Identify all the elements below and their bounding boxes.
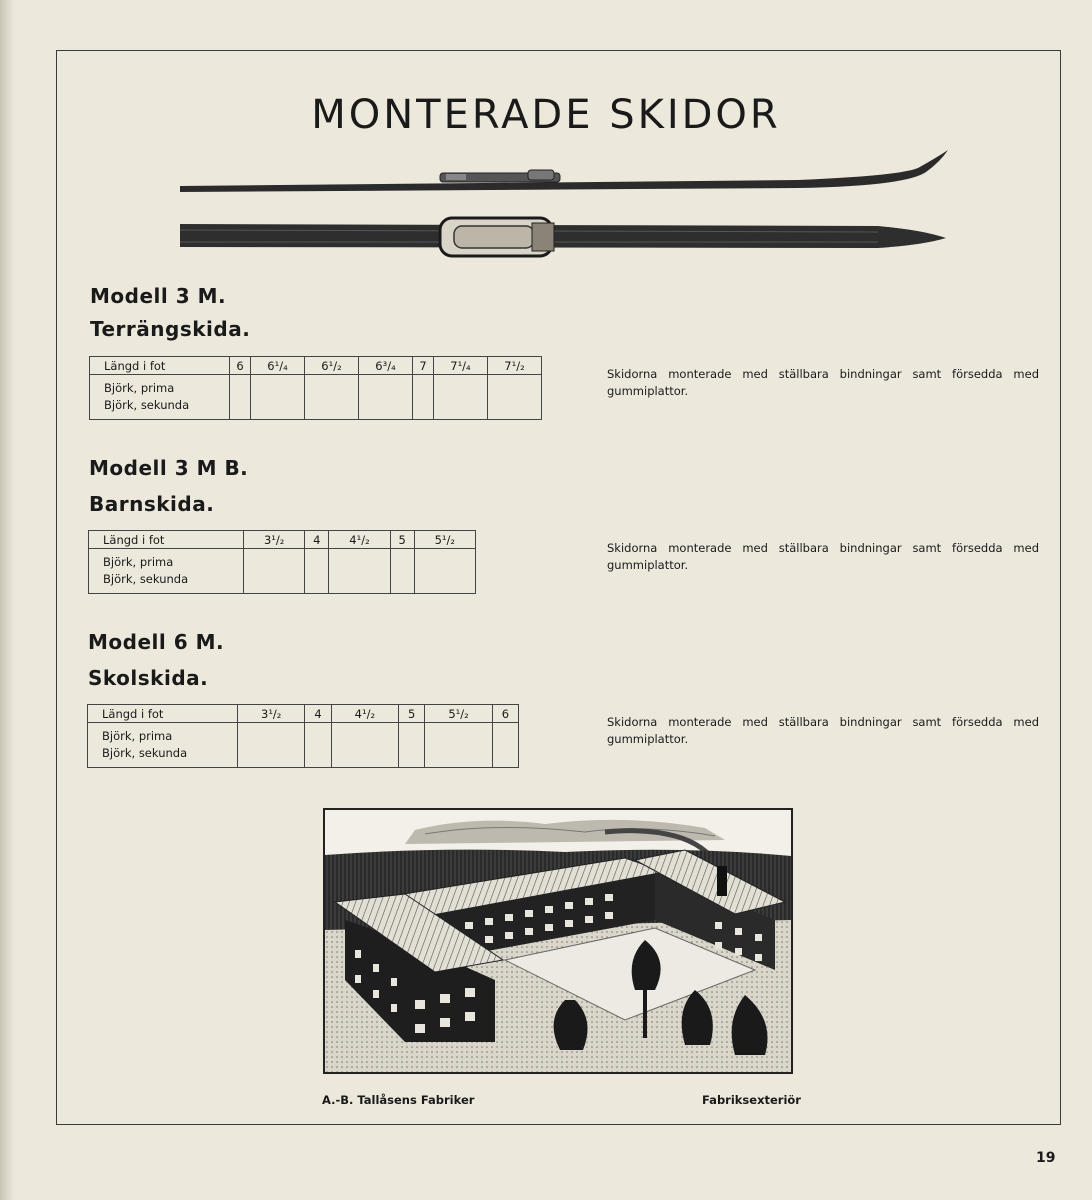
wood-cell — [89, 549, 244, 594]
table-row — [88, 723, 519, 768]
model-2-description: Skidorna monterade med ställbara bindningar samt försedda med gummiplattor. — [607, 541, 1039, 572]
length-cell: 7¹/₂ — [487, 357, 541, 375]
model-2-type: Barnskida. — [89, 492, 215, 516]
model-1-title: Modell 3 M. — [90, 284, 227, 308]
wood-prima: Björk, prima — [103, 555, 174, 569]
model-1-type: Terrängskida. — [90, 317, 251, 341]
page-edge — [0, 0, 14, 1200]
ski-side-view — [180, 150, 948, 192]
table-header-row — [90, 357, 542, 375]
length-header: Längd i fot — [89, 531, 244, 549]
length-cell: 4 — [305, 705, 331, 723]
length-cell: 4¹/₂ — [331, 705, 398, 723]
wood-cell — [88, 723, 238, 768]
model-2-table — [88, 530, 476, 594]
model-2-title: Modell 3 M B. — [89, 456, 249, 480]
wood-sekunda: Björk, sekunda — [104, 398, 190, 412]
factory-illustration — [323, 808, 793, 1074]
length-cell: 5¹/₂ — [425, 705, 492, 723]
length-cell: 6³/₄ — [358, 357, 412, 375]
caption-exterior: Fabriksexteriör — [702, 1093, 801, 1107]
length-cell: 5¹/₂ — [414, 531, 475, 549]
length-cell: 6 — [492, 705, 518, 723]
wood-sekunda: Björk, sekunda — [103, 572, 189, 586]
length-header: Längd i fot — [88, 705, 238, 723]
table-header-row — [89, 531, 476, 549]
wood-sekunda: Björk, sekunda — [102, 746, 188, 760]
table-header-row — [88, 705, 519, 723]
model-3-title: Modell 6 M. — [88, 630, 225, 654]
caption-company: A.-B. Tallåsens Fabriker — [322, 1093, 475, 1107]
length-header: Längd i fot — [90, 357, 230, 375]
table-row — [89, 549, 476, 594]
length-cell: 3¹/₂ — [244, 531, 305, 549]
ski-top-view — [180, 224, 946, 248]
page-number: 19 — [1036, 1150, 1056, 1166]
length-cell: 5 — [399, 705, 425, 723]
skis-illustration — [178, 146, 950, 258]
length-cell: 6¹/₂ — [304, 357, 358, 375]
length-cell: 4¹/₂ — [329, 531, 390, 549]
wood-prima: Björk, prima — [104, 381, 175, 395]
table-row — [90, 375, 542, 420]
model-3-type: Skolskida. — [88, 666, 209, 690]
length-cell: 5 — [390, 531, 414, 549]
page-title: MONTERADE SKIDOR — [311, 92, 781, 138]
model-1-description: Skidorna monterade med ställbara bindningar samt försedda med gummiplattor. — [607, 367, 1039, 398]
length-cell: 6 — [230, 357, 251, 375]
wood-prima: Björk, prima — [102, 729, 173, 743]
factory-drawing — [325, 810, 791, 1072]
length-cell: 3¹/₂ — [238, 705, 305, 723]
length-cell: 6¹/₄ — [250, 357, 304, 375]
length-cell: 7¹/₄ — [433, 357, 487, 375]
wood-cell — [90, 375, 230, 420]
model-3-table — [87, 704, 519, 768]
model-1-table — [89, 356, 542, 420]
model-3-description: Skidorna monterade med ställbara bindningar samt försedda med gummiplattor. — [607, 715, 1039, 746]
length-cell: 4 — [305, 531, 329, 549]
length-cell: 7 — [412, 357, 433, 375]
